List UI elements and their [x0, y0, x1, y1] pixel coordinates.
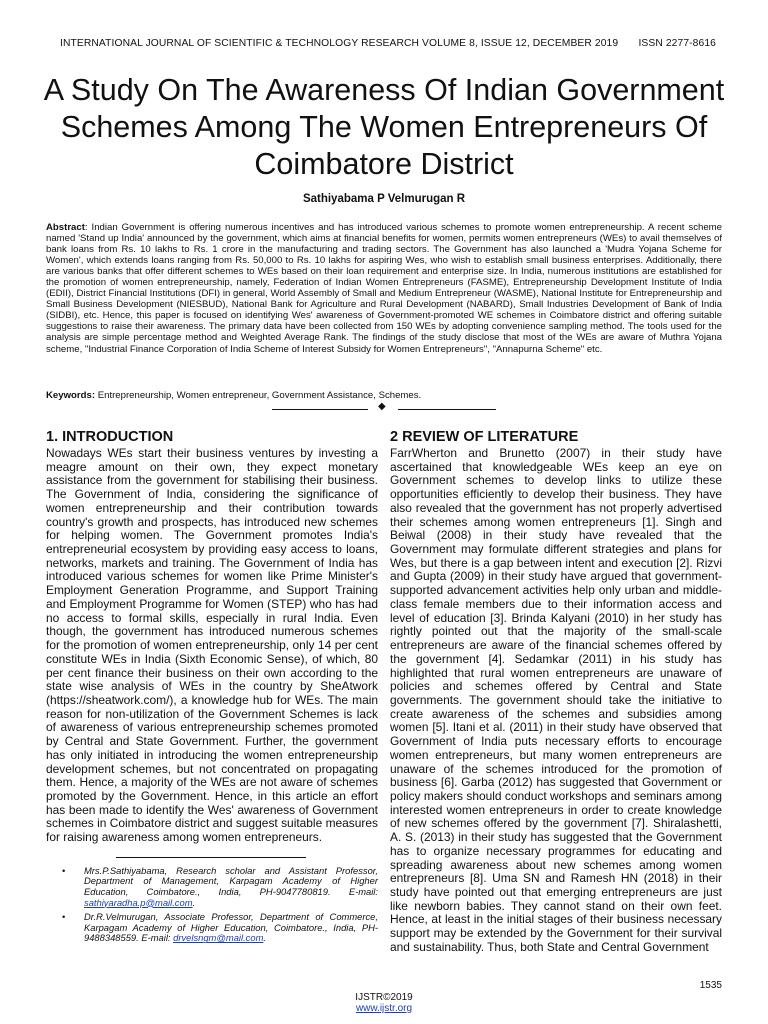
section-divider: [0, 402, 768, 418]
page-number: 1535: [699, 980, 722, 991]
title-line: Schemes Among The Women Entrepreneurs Of: [60, 110, 708, 144]
introduction-heading: 1. INTRODUCTION: [46, 429, 174, 445]
literature-text: FarrWherton and Brunetto (2007) in their study have ascertained that knowledgeable WEs keep an eye on Government schemes to develop links to utilize these opportunities efficiently to develop their business. They have also revealed that the government has not properly advertised their schemes among women entrepreneurs [1]. Singh and Beiwal (2008) in their study have revealed that the Government may formulate different strategies and plans for Wes, but there is a gap between intent and execution [2]. Rizvi and Gupta (2009) in their study have argued that government-supported advancement activities help only urban and middle-class female members due to their information access and level of education [3]. Brinda Kalyani (2010) in her study has rightly pointed out that the majority of the small-scale entrepreneurs are aware of the financial schemes offered by the government [4]. Sedamkar (2011) in his study has highlighted that rural women entrepreneurs are unaware of policies and schemes offered by Central and State governments. The government should take the initiative to create awareness of the schemes and subsidies among women [5]. Itani et al. (2011) in their study have observed that Government of India puts necessary efforts to encourage women entrepreneurs, but many women entrepreneurs are unaware of the schemes introduced for the promotion of business [6]. Garba (2012) has suggested that Government or policy makers should conduct workshops and seminars among interested women entrepreneurs in order to create knowledge of new schemes offered by the government [7]. Shiralashetti, A. S. (2013) in their study has suggested that the Government has to organize necessary programmes for educating and spreading awareness about new schemes among women entrepreneurs [8]. Uma SN and Ramesh HN (2018) in their study have pointed out that emerging entrepreneurs are just like newborn babies. They cannot stand on their own feet. Hence, at least in the initial stages of their business necessary support may be extended by the Government for their survival and sustainability. Thus, both State and Central Government: [390, 446, 722, 954]
email-link[interactable]: drvelsngm@mail.com: [173, 932, 264, 944]
divider-line-right: [398, 409, 496, 410]
keywords-label: Keywords:: [46, 390, 96, 401]
footer-url-link[interactable]: www.ijstr.org: [355, 1003, 413, 1014]
keywords: [46, 390, 722, 401]
email-link[interactable]: sathiyaradha.p@mail.com: [84, 896, 193, 908]
divider-line-left: [272, 409, 368, 410]
footnote-rule: [116, 857, 306, 858]
title-line: Coimbatore District: [254, 147, 514, 181]
footnote-end: .: [192, 896, 196, 908]
right-column: [390, 428, 722, 955]
footnote-item: [62, 911, 378, 944]
literature-heading: 2 REVIEW OF LITERATURE: [390, 429, 579, 445]
bullet-icon: •: [62, 911, 66, 923]
abstract: [46, 222, 722, 355]
bullet-icon: •: [62, 864, 66, 876]
diamond-icon: ◆: [378, 401, 386, 412]
paper-title: [30, 72, 738, 183]
footer-copyright: IJSTR©2019: [355, 992, 413, 1003]
author-names: Sathiyabama P Velmurugan R: [302, 193, 466, 205]
footnote-text: Mrs.P.Sathiyabama, Research scholar and Assistant Professor, Department of Management, Karpagam Academy of Higher Education, Coimbatore., India, PH-9047780819. E-mail:: [84, 864, 378, 898]
abstract-label: Abstract: [46, 222, 85, 233]
journal-name: INTERNATIONAL JOURNAL OF SCIENTIFIC & TECHNOLOGY RESEARCH VOLUME 8, ISSUE 12, DECEMBER 2019: [60, 38, 619, 49]
footnote-item: [62, 864, 378, 908]
page-footer: [0, 992, 768, 1014]
author-footnotes: [46, 866, 378, 944]
abstract-text: : Indian Government is offering numerous incentives and has introduced various schemes to promote women entrepreneurship. A recent scheme named 'Stand up India' announced by the government, which aims at financial benefits for women, permits women entrepreneurs (WEs) to avail themselves of bank loans from Rs. 10 lakhs to Rs. 1 crore in the manufacturing and trading sectors. The Government has also launched a 'Mudra Yojana Scheme for Women', which extends loans ranging from Rs. 50,000 to Rs. 10 lakhs for aspiring Wes, who wish to establish small business enterprises. Additionally, there are various banks that offer different schemes to WEs based on their loan requirement and enterprise size. In India, numerous institutions are established for the promotion of women entrepreneurship, namely, Federation of Indian Women Entrepreneurs (FASME), Entrepreneurship Development Institute of India (EDII), District Financial Institutions (DFI) in general, World Assembly of Small and Medium Entrepreneur (WASME), National Institute for Entrepreneurship and Small Business Development (NIESBUD), National Bank for Agriculture and Rural Development (NABARD), Small Industries Development of Bank of India (SIDBI), etc. Hence, this paper is focused on identifying Wes' awareness of Government-promoted WE schemes in Coimbatore district and offering suitable suggestions to raise their awareness. The primary data have been collected from 150 WEs by adopting convenience sampling method. The tools used for the analysis are simple percentage method and Weighted Average Rank. The findings of the study disclose that most of the WEs are aware of Muthra Yojana scheme, "Industrial Finance Corporation of India Scheme of Interest Subsidy for Women Entrepreneurs", "Annapurna Scheme" etc.: [46, 222, 722, 355]
title-line: A Study On The Awareness Of Indian Government: [43, 73, 725, 107]
left-column: [46, 428, 378, 948]
footnote-text: Dr.R.Velmurugan, Associate Professor, Department of Commerce, Karpagam Academy of Higher Education, Coimbatore., India, PH-9488348559. E-mail:: [84, 911, 378, 944]
introduction-text: Nowadays WEs start their business ventures by investing a meagre amount on their own, they expect monetary assistance from the government for stabilising their business. The Government of India, considering the significance of women entrepreneurship and their contribution towards country's growth and prospects, has introduced new schemes for helping women. The Government promotes India's entrepreneurial ecosystem by providing easy access to loans, networks, markets and training. The Government of India has introduced various schemes for women like Prime Minister's Employment Generation Programme, and Support Training and Employment Programme for Women (STEP) who has had no access to formal skills, especially in rural India. Even though, the government has introduced numerous schemes for the promotion of women entrepreneurship, only 14 per cent constitute WEs in India (Sixth Economic Sense), of which, 80 per cent finance their business on their own according to the state wise analysis of WEs in the country by SheAtwork (https://sheatwork.com/), a knowledge hub for WEs. The main reason for non-utilization of the Government Schemes is lack of awareness of various entrepreneurship schemes promoted by Central and State Government. Further, the government has only initiated in introducing the women entrepreneurship development schemes, but not concentrated on propagating them. Hence, a majority of the WEs are not aware of schemes promoted by the Government. Hence, in this article an effort has been made to identify the Wes' awareness of Government schemes in Coimbatore district and suggest suitable measures for raising awareness among women entrepreneurs.: [46, 446, 378, 845]
footnote-end: .: [263, 932, 267, 944]
issn-number: ISSN 2277-8616: [638, 38, 716, 49]
keywords-text: Entrepreneurship, Women entrepreneur, Government Assistance, Schemes.: [95, 390, 422, 401]
